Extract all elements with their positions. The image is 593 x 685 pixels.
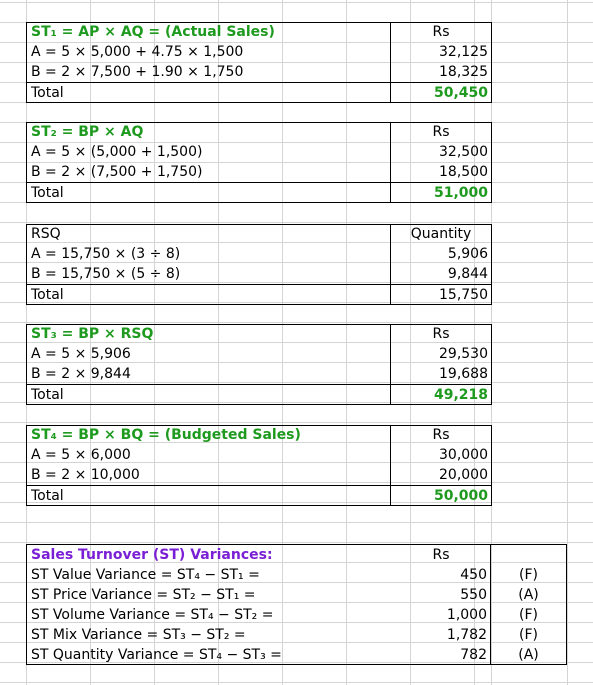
variances-title[interactable]: Sales Turnover (ST) Variances: (31, 547, 273, 563)
variance-flag[interactable]: (A) (518, 647, 539, 663)
block-total-label[interactable]: Total (31, 387, 64, 403)
variance-value[interactable]: 782 (460, 647, 487, 663)
block-title[interactable]: ST₂ = BP × AQ (31, 124, 144, 140)
block-row-label[interactable]: B = 2 × 9,844 (31, 366, 131, 382)
variance-flag[interactable]: (A) (518, 587, 539, 603)
variance-value[interactable]: 1,000 (446, 607, 487, 623)
block-total-value[interactable]: 50,450 (433, 85, 488, 101)
block-total-label[interactable]: Total (31, 488, 64, 504)
block-row-label[interactable]: B = 2 × 10,000 (31, 467, 140, 483)
block-row-value[interactable]: 19,688 (439, 366, 488, 382)
block-row-value[interactable]: 18,500 (439, 164, 488, 180)
block-row-value[interactable]: 20,000 (439, 467, 488, 483)
variance-label[interactable]: ST Value Variance = ST₄ − ST₁ = (31, 567, 260, 583)
block-total-value[interactable]: 51,000 (433, 185, 488, 201)
variance-value[interactable]: 550 (460, 587, 487, 603)
block-title[interactable]: RSQ (31, 226, 61, 242)
block-row-value[interactable]: 30,000 (439, 447, 488, 463)
block-title[interactable]: ST₃ = BP × RSQ (31, 326, 154, 342)
variance-label[interactable]: ST Price Variance = ST₂ − ST₁ = (31, 587, 256, 603)
variance-label[interactable]: ST Quantity Variance = ST₄ − ST₃ = (31, 647, 282, 663)
block-total-value[interactable]: 50,000 (433, 488, 488, 504)
block-title[interactable]: ST₁ = AP × AQ = (Actual Sales) (31, 24, 275, 40)
block-row-value[interactable]: 32,500 (439, 144, 488, 160)
variance-label[interactable]: ST Mix Variance = ST₃ − ST₂ = (31, 627, 246, 643)
block-row-label[interactable]: A = 15,750 × (3 ÷ 8) (31, 246, 181, 262)
block-row-value[interactable]: 5,906 (447, 246, 488, 262)
block-unit[interactable]: Rs (432, 24, 450, 40)
variance-flag[interactable]: (F) (519, 627, 538, 643)
block-title[interactable]: ST₄ = BP × BQ = (Budgeted Sales) (31, 427, 301, 443)
block-total-value[interactable]: 49,218 (433, 387, 488, 403)
variance-flag[interactable]: (F) (519, 607, 538, 623)
block-row-value[interactable]: 29,530 (439, 346, 488, 362)
variances-unit[interactable]: Rs (432, 547, 450, 563)
block-row-label[interactable]: B = 2 × (7,500 + 1,750) (31, 164, 203, 180)
block-row-value[interactable]: 18,325 (439, 64, 488, 80)
block-row-label[interactable]: B = 15,750 × (5 ÷ 8) (31, 266, 181, 282)
block-row-label[interactable]: A = 5 × (5,000 + 1,500) (31, 144, 203, 160)
block-total-label[interactable]: Total (31, 287, 64, 303)
block-row-label[interactable]: B = 2 × 7,500 + 1.90 × 1,750 (31, 64, 244, 80)
block-row-label[interactable]: A = 5 × 5,000 + 4.75 × 1,500 (31, 44, 244, 60)
block-row-label[interactable]: A = 5 × 5,906 (31, 346, 131, 362)
variance-label[interactable]: ST Volume Variance = ST₄ − ST₂ = (31, 607, 274, 623)
variance-value[interactable]: 450 (460, 567, 487, 583)
variance-value[interactable]: 1,782 (446, 627, 487, 643)
block-row-label[interactable]: A = 5 × 6,000 (31, 447, 131, 463)
block-unit[interactable]: Quantity (410, 226, 472, 242)
block-unit[interactable]: Rs (432, 326, 450, 342)
block-total-value[interactable]: 15,750 (439, 287, 488, 303)
block-unit[interactable]: Rs (432, 124, 450, 140)
block-row-value[interactable]: 9,844 (447, 266, 488, 282)
block-total-label[interactable]: Total (31, 185, 64, 201)
block-unit[interactable]: Rs (432, 427, 450, 443)
block-total-label[interactable]: Total (31, 85, 64, 101)
block-row-value[interactable]: 32,125 (439, 44, 488, 60)
variance-flag[interactable]: (F) (519, 567, 538, 583)
